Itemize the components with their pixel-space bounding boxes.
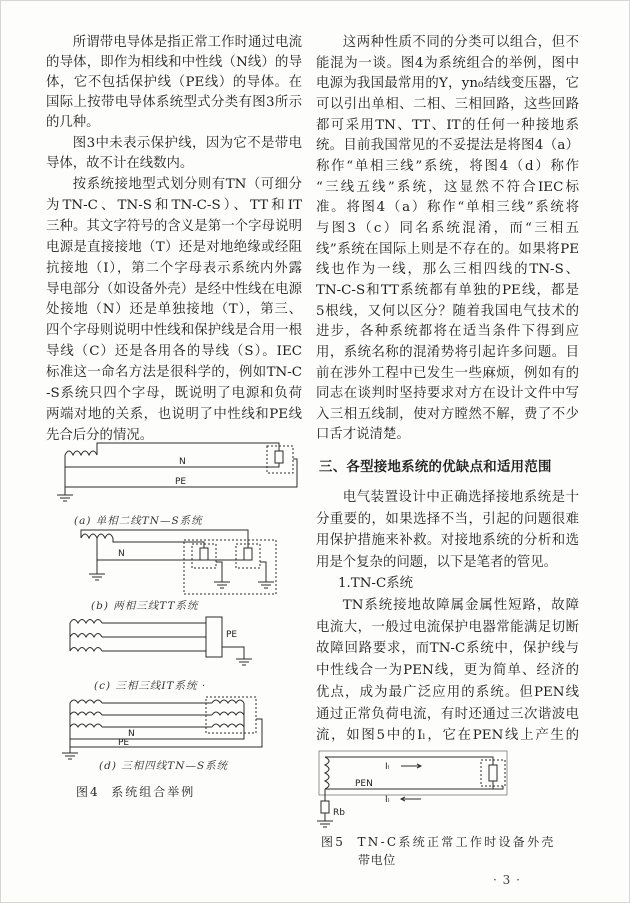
neutral-label: N [118, 549, 125, 559]
text-line: 两端对地的关系，也说明了中性线和PE线 [46, 406, 302, 422]
phase-line [325, 757, 493, 765]
text-line: 用保护措施来补救。对接地系统的分析和选 [316, 533, 579, 549]
return-current-label: Iₗ [385, 795, 390, 805]
text-line: 通过正常负荷电流，有时还通过三次谐波电 [316, 706, 579, 722]
text-line: 同志在谈判时坚持要求对方在设计文件中写 [316, 386, 579, 402]
text-line: 统。目前我国常见的不妥提法是将图4（a） [316, 138, 579, 154]
text-line: 的导体，即作为相线和中性线（N线）的导 [46, 55, 302, 70]
load-resistor [275, 451, 283, 463]
equipment-enclosure [206, 697, 256, 733]
text-line: 入三相五线制，使对方瞠然不解，费了不少 [316, 406, 579, 422]
current-arrow-right [401, 764, 421, 768]
text-line: 处接地（N）还是单独接地（T），第三、 [46, 302, 302, 318]
text-line: 为TN-C、TN-S和TN-C-S）、TT和IT [46, 197, 302, 213]
pen-line [325, 781, 503, 789]
page-number: · 3 · [493, 873, 521, 887]
text-line: TN系统接地故障属金属性短路，故障 [342, 598, 579, 613]
pe-label: PE [226, 630, 238, 640]
transformer-winding [70, 620, 102, 624]
text-line: 这两种性质不同的分类可以组合，但不 [342, 35, 579, 50]
text-line: 都可采用TN、TT、IT的任何一种接地系 [316, 117, 579, 133]
pe-label: PE [118, 738, 130, 748]
transformer-winding [81, 534, 113, 538]
pen-label: PEN [355, 779, 373, 789]
text-line: 称作“单相三线”系统，将图4（d）称作 [316, 158, 579, 174]
text-line: 用是个复杂的问题，以下是笔者的管见。 [316, 555, 558, 571]
phase-lines [102, 703, 212, 727]
text-line: 电流大，一般过电流保护电器常能满足切断 [316, 619, 579, 635]
current-arrow-left [401, 797, 421, 801]
text-line: 抗接地（I），第二个字母表示系统内外露 [46, 260, 302, 276]
text-line: 所谓带电导体是指正常工作时通过电流 [72, 35, 302, 50]
load-resistor [489, 765, 497, 781]
paragraph-charged-conductors [46, 33, 302, 133]
figure4c-caption: (c) 三相三线IT系统 · [94, 680, 207, 692]
text-line: 电源为我国最常用的Y，yn₀结线变压器，它 [316, 76, 579, 92]
text-line: 导线（C）还是各用各的导线（S）。IEC [46, 344, 302, 360]
figure4b-diagram [56, 528, 278, 600]
text-line: 先合后分的情况。 [46, 427, 154, 443]
pe-line [222, 647, 244, 659]
text-line: 国际上按带电导体系统型式分类有图3所示 [46, 95, 302, 110]
pe-label: PE [175, 477, 187, 487]
text-line: 中性线合一为PEN线，更为简单、经济的 [316, 663, 579, 679]
load-winding [212, 700, 244, 727]
text-line: 线”系统在国际上则是不存在的。如果将PE [316, 241, 579, 257]
transformer-winding [70, 700, 102, 727]
paragraph-section-intro [316, 487, 579, 574]
text-line: “三线五线”系统，这显然不符合IEC标 [316, 179, 579, 195]
text-line: 体，它不包括保护线（PE线）的导体。在 [46, 75, 302, 90]
transformer-winding [70, 634, 102, 638]
earthing-resistor [321, 801, 329, 813]
paragraph-earthing-types [46, 175, 302, 447]
figure4-caption: 图4 系统组合举例 [76, 785, 196, 799]
text-line: TN-C-S和TT系统都有单独的PE线，都是 [316, 282, 579, 298]
neutral-line [65, 455, 279, 467]
three-phase-load [206, 617, 222, 657]
figure4b-caption: (b) 两相三线TT系统 [91, 600, 199, 612]
text-line: 的几种。 [46, 115, 100, 130]
text-line: 用，系统名称的混淆势将引起许多问题。目 [316, 344, 579, 360]
rb-label: Rb [333, 808, 345, 818]
paragraph-tn-c-system [316, 595, 579, 747]
load-current-label: Iₗ [385, 762, 390, 772]
text-line: 5根线，又何以区分？随着我国电气技术的 [316, 303, 579, 319]
ground-symbol [317, 821, 333, 827]
text-line: 电源是直接接地（T）还是对地绝缘或经阻 [46, 239, 302, 255]
phase-line-1 [81, 530, 248, 548]
figure4a-diagram [51, 437, 301, 507]
text-line: 标准这一命名方法是很科学的，例如TN-C [46, 365, 302, 381]
text-line: 与图3（c）同名系统混淆，而“三相五 [316, 220, 579, 236]
subsection-heading: 1.TN-C系统 [338, 576, 413, 591]
text-line: 进步，各种系统都将在适当条件下得到应 [316, 324, 579, 340]
load-resistor [244, 548, 252, 560]
text-line: 口舌才说清楚。 [316, 427, 410, 443]
ground-symbol [236, 659, 252, 665]
phase-line-2 [113, 538, 204, 548]
load-area-outline [184, 540, 276, 594]
transformer-winding [70, 648, 102, 652]
ground-symbol [57, 487, 73, 501]
text-line: 导体，故不计在线数内。 [46, 156, 194, 171]
text-line: 能混为一谈。图4为系统组合的举例，图中 [316, 55, 579, 71]
figure4d-caption: (d) 三相四线TN—S系统 [99, 760, 229, 772]
figure4a-caption: (a) 单相二线TN—S系统 [74, 515, 203, 527]
neutral-label: N [179, 457, 186, 467]
text-line: 三种。其文字符号的含义是第一个字母说明 [46, 218, 302, 234]
ground-symbol [62, 753, 78, 759]
figure5-caption: 图5 TN-C系统正常工作时设备外壳 [321, 835, 556, 849]
text-line: 准。将图4（a）称作“单相三线”系统将 [316, 200, 579, 216]
equipment-enclosure [267, 446, 293, 473]
figure4c-diagram [56, 613, 261, 673]
text-line: 故障回路要求，而TN-C系统中，保护线与 [316, 641, 579, 657]
text-line: 导电部分（如设备外壳）是经中性线在电源 [46, 281, 302, 297]
ground-symbol [89, 560, 105, 580]
transformer-winding [65, 451, 97, 455]
load-resistor [200, 548, 208, 560]
neutral-label: N [128, 729, 135, 739]
text-line: 前在涉外工程中已发生一些麻烦，例如有的 [316, 365, 579, 381]
text-line: 电气装置设计中正确选择接地系统是十 [342, 490, 579, 505]
paragraph-classification-combination [316, 33, 579, 446]
text-line: 可以引出单相、二相、三相回路，这些回路 [316, 96, 579, 112]
figure5-diagram [317, 749, 509, 833]
text-line: 图3中未表示保护线，因为它不是带电 [72, 136, 302, 151]
figure4d-diagram [56, 695, 271, 763]
text-line: 线也作为一线，那么三相四线的TN-S、 [316, 262, 579, 278]
section-heading: 三、各型接地系统的优缺点和适用范围 [319, 459, 552, 475]
text-line: 流，如图5中的Iₗ，它在PEN线上产生的 [316, 728, 579, 744]
phase-line [97, 443, 279, 455]
figure5-caption-continued: 带电位 [358, 853, 396, 867]
diagram-frame [319, 751, 507, 795]
text-line: 四个字母则说明中性线和保护线是合用一根 [46, 323, 302, 339]
text-line: 优点，成为最广泛应用的系统。但PEN线 [316, 684, 579, 700]
phase-lines [102, 623, 206, 651]
text-line: 按系统接地型式划分则有TN（可细分 [72, 177, 302, 192]
paragraph-figure3-note [46, 134, 302, 174]
text-line: -S系统只四个字母，既说明了电源和负荷 [46, 386, 302, 402]
text-line: 分重要的，如果选择不当，引起的问题很难 [316, 511, 579, 527]
transformer-winding [325, 757, 329, 789]
